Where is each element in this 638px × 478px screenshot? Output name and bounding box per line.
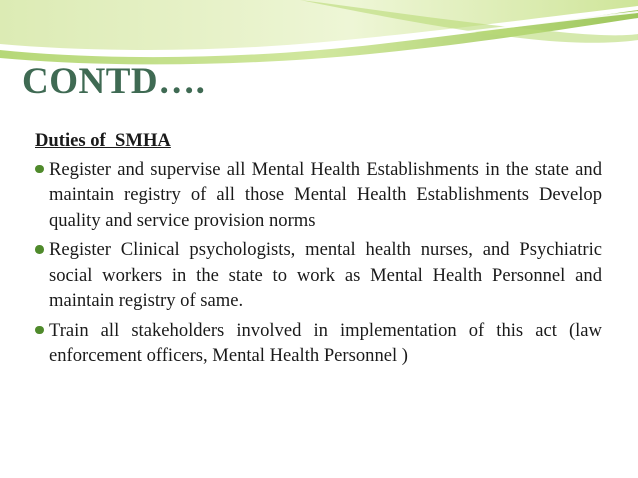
list-item: Register and supervise all Mental Health Establishments in the state and maintain registry of all those Mental Health Establishments Develop quality and service provision norms — [35, 157, 602, 234]
list-item: Register Clinical psychologists, mental health nurses, and Psychiatric social workers in the state to work as Mental Health Personnel and maintain registry of same. — [35, 237, 602, 314]
list-item: Train all stakeholders involved in implementation of this act (law enforcement officers, Mental Health Personnel ) — [35, 318, 602, 369]
slide-body — [35, 128, 602, 373]
slide-title: CONTD…. — [22, 61, 206, 102]
duties-list — [35, 157, 602, 369]
section-subheading: Duties of SMHA — [35, 130, 171, 151]
